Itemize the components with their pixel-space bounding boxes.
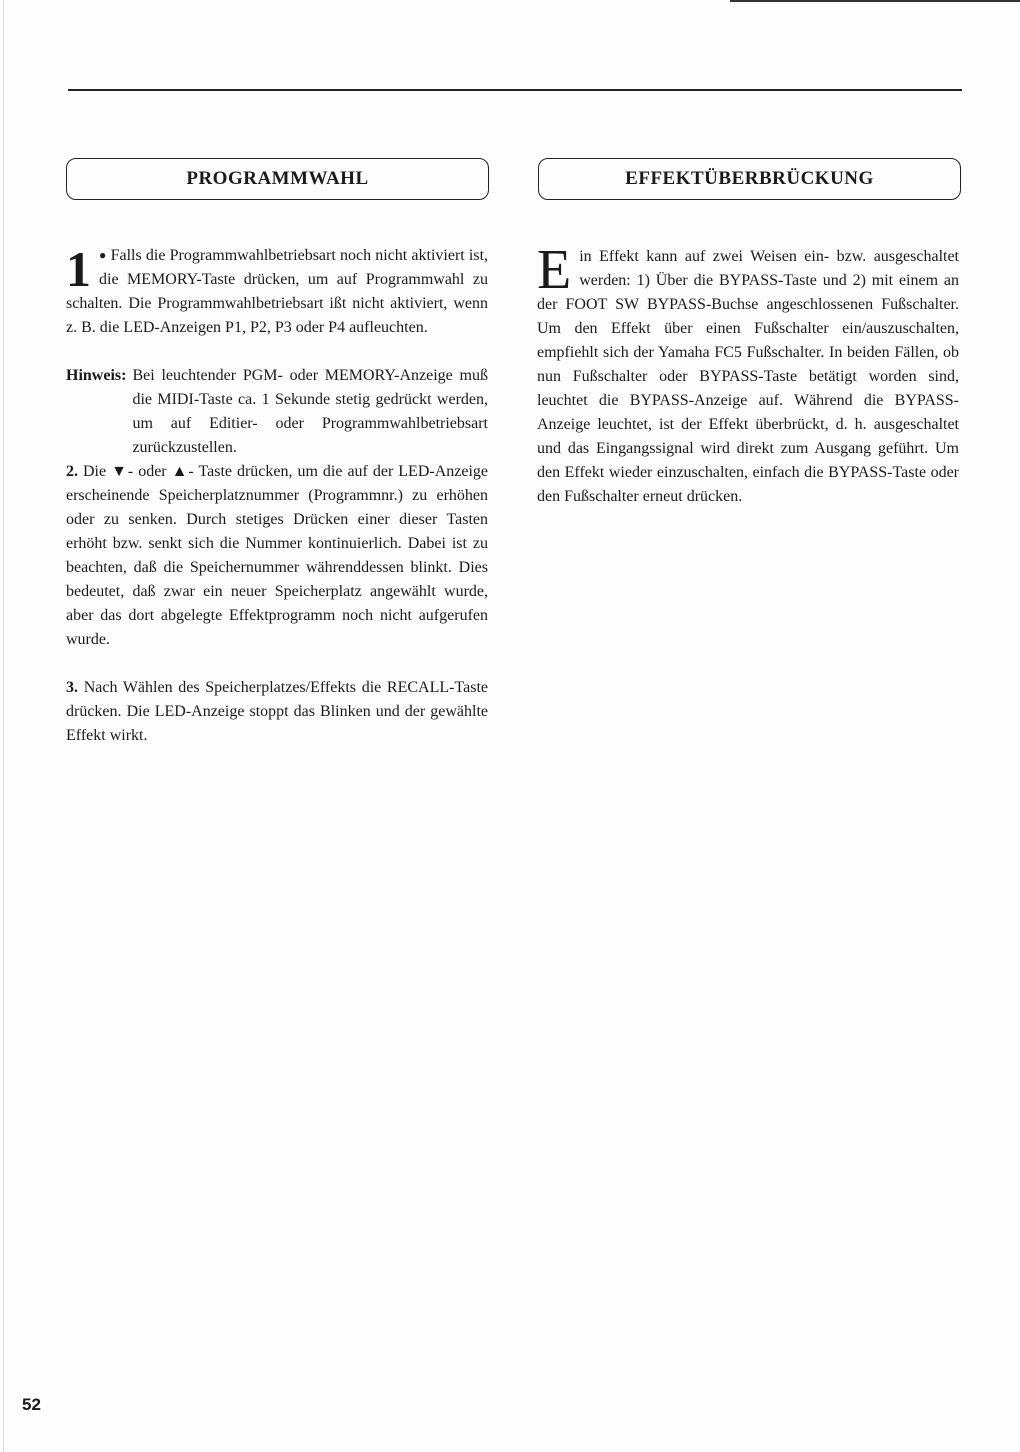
note-label: Hinweis: [66, 367, 127, 384]
step-3-text: Nach Wählen des Speicherplatzes/Effekts die RECALL-Taste drücken. Die LED-Anzeige stoppt das Blinken und der gewählte Effekt wirkt. [66, 679, 489, 744]
note-block [66, 364, 488, 460]
step-2-paragraph [66, 460, 488, 652]
step-2-number: 2. [66, 463, 78, 480]
binding-edge [3, 0, 4, 1452]
section-title: EFFEKTÜBERBRÜCKUNG [625, 168, 874, 189]
bypass-intro [537, 239, 959, 509]
bypass-paragraph: in Effekt kann auf zwei Weisen ein- bzw. ausgeschaltet werden: 1) Über die BYPASS-Taste und 2) mit einem an der FOOT SW BYPASS-Buchse angeschlossenen Fußschalter. Um den Effekt über einen Fußschalter ein/auszuschalten, empfiehlt sich der Yamaha FC5 Fußschalter. In beiden Fällen, ob nun Fußschalter oder BYPASS-Taste betätigt worden sind, leuchtet die BYPASS-Anzeige auf. Während die BYPASS-Anzeige leuchtet, ist der Effekt überbrückt, d. h. ausgeschaltet und das Eingangssignal wird direkt zum Ausgang geführt. Um den Effekt wieder einzuschalten, einfach die BYPASS-Taste oder den Fußschalter erneut drücken. [537, 248, 959, 505]
spacer [66, 340, 488, 364]
dropcap-letter: E [537, 239, 572, 301]
header-rule [68, 89, 962, 91]
note-text: Bei leuchtender PGM- oder MEMORY-Anzeige muß die MIDI-Taste ca. 1 Sekunde stetig gedrückt werden, um auf Editier- oder Programmwahlbetriebsart zurückzustellen. [132, 367, 488, 456]
bullet-icon: ● [99, 248, 107, 262]
step-3-number: 3. [66, 679, 78, 696]
section-heading-effektueberbrueckung [538, 158, 961, 200]
left-column [66, 243, 488, 748]
step-1-numeral: 1 [66, 241, 91, 297]
right-column [537, 239, 959, 509]
corner-rule [730, 0, 1020, 2]
section-heading-programmwahl [66, 158, 489, 200]
step-1-paragraph [66, 243, 488, 340]
step-3-paragraph [66, 676, 488, 748]
page-number: 52 [22, 1395, 41, 1414]
section-title: PROGRAMMWAHL [186, 168, 369, 189]
step-1 [66, 243, 488, 340]
step-2-text: Die ▼- oder ▲- Taste drücken, um die auf der LED-Anzeige erscheinende Speicherplatznummer (Programmnr.) zu erhöhen oder zu senken. Durch stetiges Drücken einer dieser Tasten erhöht bzw. senkt sich die Nummer kontinuierlich. Dabei ist zu beachten, daß die Speichernummer währenddessen blinkt. Dies bedeutet, daß zwar ein neuer Speicherplatz angewählt wurde, aber das dort abgelegte Effektprogramm noch nicht aufgerufen wurde. [66, 463, 489, 648]
step-1-text: Falls die Programmwahlbetriebsart noch nicht aktiviert ist, die MEMORY-Taste drücken, um auf Programmwahl zu schalten. Die Programmwahlbetriebsart ißt nicht aktiviert, wenn z. B. die LED-Anzeigen P1, P2, P3 oder P4 aufleuchten. [66, 247, 489, 336]
spacer [66, 652, 488, 676]
